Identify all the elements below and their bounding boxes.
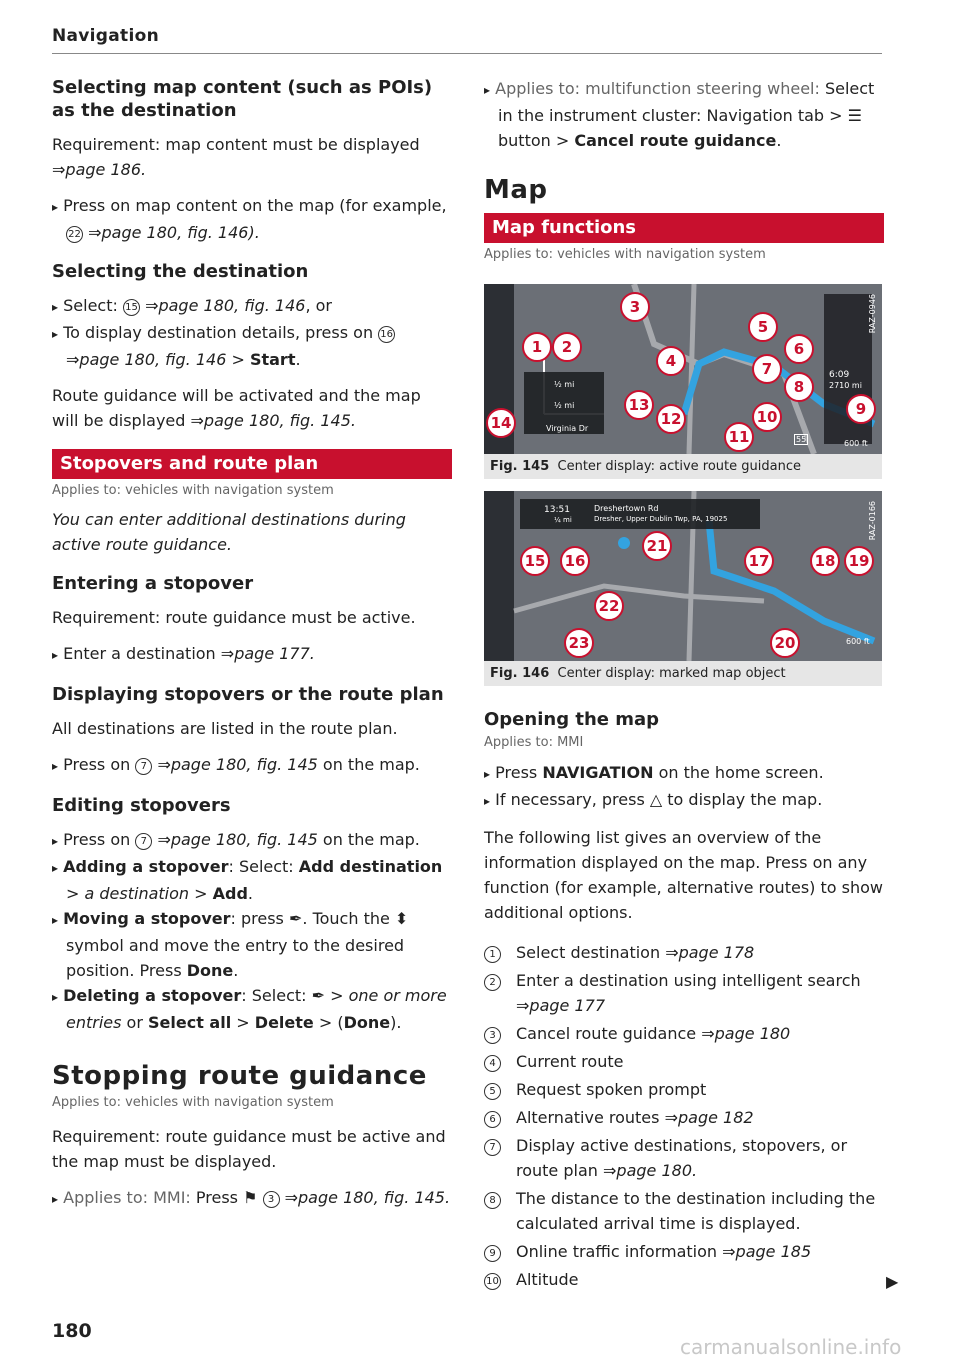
remaining-distance: 2710 mi: [829, 381, 862, 390]
map-legend: [484, 940, 884, 1295]
callout-17: 17: [744, 546, 774, 576]
object-street: Dreshertown Rd: [594, 504, 659, 513]
applies-opening-map: Applies to: MMI: [484, 735, 584, 750]
figure-code: RAZ-0166: [868, 501, 877, 541]
overview-paragraph: The following list gives an overview of the information displayed on the map. Press on any function (for example, alternative routes) to show additional options.: [484, 828, 883, 922]
callout-7: 7: [752, 354, 782, 384]
page-number: 180: [52, 1320, 92, 1342]
callout-11: 11: [724, 422, 754, 452]
displaying-stopovers-paragraph: All destinations are listed in the route plan.: [52, 719, 398, 738]
bullet-press-7-edit: ▸ Press on 7 ⇒page 180, fig. 145 on the map.: [52, 827, 452, 854]
next-page-arrow-icon: ▶: [886, 1272, 899, 1291]
bullet-adding-stopover: ▸ Adding a stopover: Select: Add destination > a destination > Add.: [52, 854, 452, 906]
figure-145: [484, 284, 882, 479]
callout-13: 13: [624, 390, 654, 420]
bullet-enter-destination: ▸ Enter a destination ⇒page 177.: [52, 641, 452, 668]
callout-10: 10: [752, 402, 782, 432]
callout-14: 14: [486, 408, 516, 438]
bullet-deleting-stopover: ▸ Deleting a stopover: Select: ✒ > one or more entries or Select all > Delete > (Done).: [52, 983, 452, 1035]
section-title-entering-stopover: Entering a stopover: [52, 573, 254, 594]
bullet-moving-stopover: ▸ Moving a stopover: press ✒. Touch the ⬍ symbol and move the entry to the desired position. Press Done.: [52, 906, 452, 983]
legend-item: 6 Alternative routes ⇒page 182: [484, 1105, 884, 1130]
callout-5: 5: [748, 312, 778, 342]
legend-item: 4 Current route: [484, 1049, 884, 1074]
applies-stopping: Applies to: vehicles with navigation system: [52, 1095, 334, 1110]
callout-21: 21: [642, 531, 672, 561]
callout-19: 19: [844, 546, 874, 576]
menu-icon: ☰: [847, 106, 863, 125]
map-scale: 600 ft: [844, 439, 868, 448]
map-scale: 600 ft: [846, 637, 870, 646]
applies-map-functions: Applies to: vehicles with navigation system: [484, 247, 766, 262]
maneuver-distance-1: ½ mi: [554, 380, 575, 389]
object-address: Dresher, Upper Dublin Twp, PA, 19025: [594, 515, 728, 523]
figure-146: [484, 491, 882, 686]
map-146: [484, 491, 882, 661]
callout-22: 22: [594, 591, 624, 621]
callout-ref-22: 22: [66, 226, 83, 243]
section-bar-map-functions: Map functions: [484, 213, 884, 243]
legend-item: 9 Online traffic information ⇒page 185: [484, 1239, 884, 1264]
maneuver-distance-2: ½ mi: [554, 401, 575, 410]
header-divider: [52, 53, 882, 54]
callout-8: 8: [784, 372, 814, 402]
callout-1: 1: [522, 332, 552, 362]
right-column-top: [484, 76, 884, 262]
page-header: Navigation: [52, 26, 159, 46]
legend-item: 1 Select destination ⇒page 178: [484, 940, 884, 965]
navigation-arrow-icon: △: [649, 790, 663, 809]
figure-code: RAZ-0946: [868, 294, 877, 334]
callout-2: 2: [552, 332, 582, 362]
section-title-selecting-destination: Selecting the destination: [52, 261, 309, 282]
requirement-map-content: Requirement: map content must be displayed ⇒page 186.: [52, 135, 420, 179]
section-title-opening-map: Opening the map: [484, 709, 660, 730]
clock-time: 13:51: [544, 505, 570, 515]
callout-4: 4: [656, 346, 686, 376]
bullet-press-7-route-plan: ▸ Press on 7 ⇒page 180, fig. 145 on the map.: [52, 752, 452, 779]
bullet-destination-details: ▸ To display destination details, press on 16 ⇒page 180, fig. 146 > Start.: [52, 320, 452, 372]
callout-15: 15: [520, 546, 550, 576]
section-bar-stopovers: Stopovers and route plan: [52, 449, 452, 479]
requirement-stopping: Requirement: route guidance must be active and the map must be displayed.: [52, 1127, 446, 1171]
watermark: carmanualsonline.info: [680, 1335, 902, 1359]
current-street: Virginia Dr: [546, 424, 589, 433]
bullet-cancel-steering-wheel: ▸ Applies to: multifunction steering wheel: Select in the instrument cluster: Navigation tab > ☰ button > Cancel route guidance.: [484, 76, 884, 153]
callout-12: 12: [656, 404, 686, 434]
left-column: [52, 76, 452, 1212]
requirement-entering-stopover: Requirement: route guidance must be active.: [52, 608, 416, 627]
section-title-map-content: Selecting map content (such as POIs) as the destination: [52, 77, 433, 121]
callout-20: 20: [770, 628, 800, 658]
eta-time: 6:09: [829, 370, 850, 380]
applies-stopovers: Applies to: vehicles with navigation system: [52, 483, 334, 498]
legend-item: 10 Altitude: [484, 1267, 884, 1292]
figure-146-caption: Fig. 146 Center display: marked map object: [484, 661, 882, 686]
section-title-displaying-stopovers: Displaying stopovers or the route plan: [52, 684, 444, 705]
distance-quarter: ¼ mi: [554, 516, 572, 524]
callout-16: 16: [560, 546, 590, 576]
callout-23: 23: [564, 628, 594, 658]
bullet-cancel-mmi: ▸ Applies to: MMI: Press ⚑ 3 ⇒page 180, fig. 145.: [52, 1185, 452, 1212]
bullet-select-15: ▸ Select: 15 ⇒page 180, fig. 146, or: [52, 293, 452, 320]
bullet-press-map-content: ▸ Press on map content on the map (for example, 22 ⇒page 180, fig. 146).: [52, 193, 452, 245]
callout-18: 18: [810, 546, 840, 576]
figure-145-caption: Fig. 145 Center display: active route guidance: [484, 454, 882, 479]
intro-stopovers: You can enter additional destinations during active route guidance.: [52, 510, 406, 554]
bullet-display-map: ▸ If necessary, press △ to display the map.: [484, 787, 884, 814]
right-column-opening-map: [484, 708, 884, 925]
legend-item: 2 Enter a destination using intelligent search ⇒page 177: [484, 968, 884, 1018]
route-guidance-paragraph: Route guidance will be activated and the map will be displayed ⇒page 180, fig. 145.: [52, 386, 421, 430]
section-title-stopping-route-guidance: Stopping route guidance: [52, 1061, 427, 1091]
legend-item: 3 Cancel route guidance ⇒page 180: [484, 1021, 884, 1046]
bullet-press-navigation: ▸ Press NAVIGATION on the home screen.: [484, 760, 884, 787]
edit-icon: ✒: [311, 986, 326, 1005]
speed-limit: 55: [796, 435, 807, 444]
legend-item: 7 Display active destinations, stopovers, or route plan ⇒page 180.: [484, 1133, 884, 1183]
callout-6: 6: [784, 334, 814, 364]
flag-icon: ⚑: [243, 1188, 258, 1207]
section-title-map: Map: [484, 175, 548, 205]
callout-3: 3: [620, 292, 650, 322]
callout-9: 9: [846, 394, 876, 424]
move-arrows-icon: ⬍: [394, 909, 409, 928]
section-title-editing-stopovers: Editing stopovers: [52, 795, 231, 816]
legend-item: 8 The distance to the destination including the calculated arrival time is displayed.: [484, 1186, 884, 1236]
edit-icon: ✒: [288, 909, 303, 928]
map-145: [484, 284, 882, 454]
legend-item: 5 Request spoken prompt: [484, 1077, 884, 1102]
